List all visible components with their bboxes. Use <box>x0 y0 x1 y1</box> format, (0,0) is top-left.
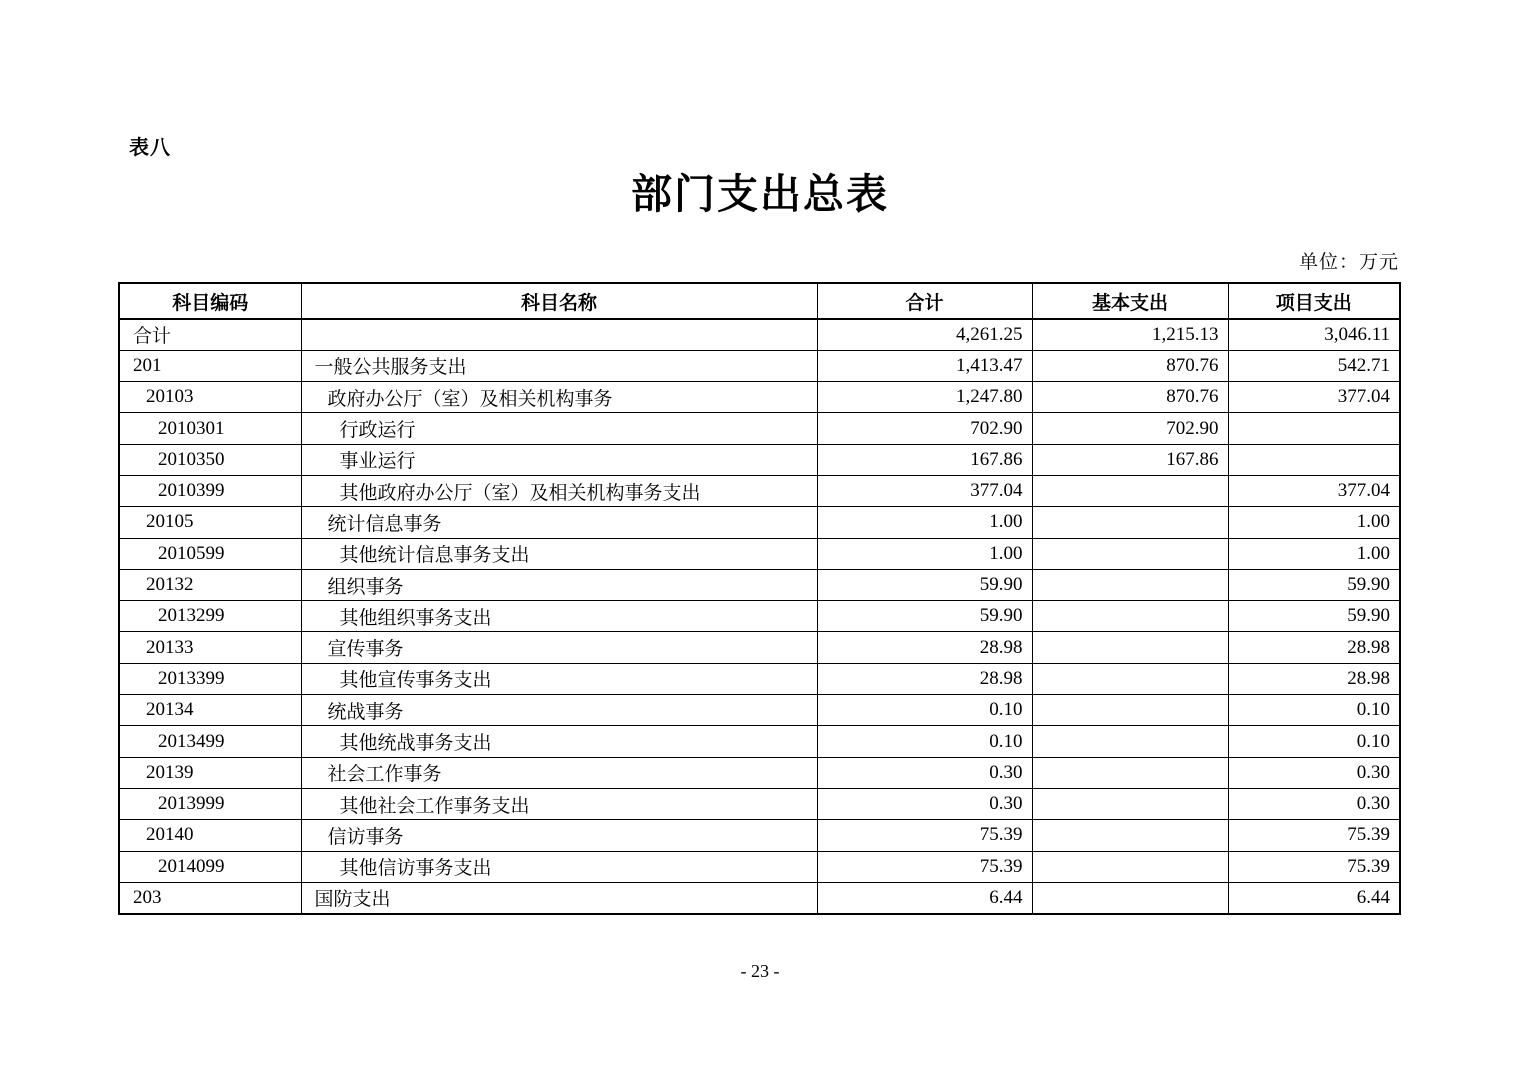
cell-subject-code: 203 <box>119 882 301 913</box>
column-header-total: 合计 <box>817 283 1032 319</box>
cell-subject-code: 2013999 <box>119 788 301 819</box>
cell-basic-expenditure <box>1032 882 1228 913</box>
cell-project-expenditure: 3,046.11 <box>1228 319 1400 350</box>
cell-basic-expenditure <box>1032 695 1228 726</box>
cell-total: 167.86 <box>817 444 1032 475</box>
column-header-name: 科目名称 <box>301 283 817 319</box>
table-row <box>119 507 1400 538</box>
cell-subject-code: 合计 <box>119 319 301 350</box>
cell-subject-name: 其他信访事务支出 <box>301 851 817 882</box>
cell-subject-code: 20133 <box>119 632 301 663</box>
cell-subject-code: 2010599 <box>119 538 301 569</box>
cell-total: 6.44 <box>817 882 1032 913</box>
cell-project-expenditure: 1.00 <box>1228 507 1400 538</box>
cell-basic-expenditure <box>1032 632 1228 663</box>
cell-subject-name: 其他政府办公厅（室）及相关机构事务支出 <box>301 475 817 506</box>
cell-subject-code: 20134 <box>119 695 301 726</box>
cell-basic-expenditure: 702.90 <box>1032 413 1228 444</box>
cell-basic-expenditure <box>1032 788 1228 819</box>
cell-subject-code: 20140 <box>119 820 301 851</box>
table-row <box>119 726 1400 757</box>
cell-project-expenditure: 542.71 <box>1228 350 1400 381</box>
table-header <box>119 283 1400 319</box>
cell-total: 1.00 <box>817 507 1032 538</box>
cell-basic-expenditure <box>1032 475 1228 506</box>
cell-subject-code: 2010350 <box>119 444 301 475</box>
cell-project-expenditure: 0.30 <box>1228 757 1400 788</box>
cell-project-expenditure: 0.30 <box>1228 788 1400 819</box>
cell-basic-expenditure <box>1032 601 1228 632</box>
cell-total: 0.10 <box>817 695 1032 726</box>
cell-project-expenditure: 6.44 <box>1228 882 1400 913</box>
cell-project-expenditure: 59.90 <box>1228 569 1400 600</box>
table-row <box>119 538 1400 569</box>
cell-subject-code: 20105 <box>119 507 301 538</box>
cell-project-expenditure: 75.39 <box>1228 851 1400 882</box>
cell-subject-name: 其他组织事务支出 <box>301 601 817 632</box>
cell-subject-name: 其他宣传事务支出 <box>301 663 817 694</box>
table-row <box>119 413 1400 444</box>
cell-subject-code: 20103 <box>119 382 301 413</box>
cell-basic-expenditure: 1,215.13 <box>1032 319 1228 350</box>
cell-subject-code: 2013399 <box>119 663 301 694</box>
table-row <box>119 757 1400 788</box>
cell-total: 75.39 <box>817 851 1032 882</box>
cell-subject-code: 2010301 <box>119 413 301 444</box>
cell-total: 28.98 <box>817 632 1032 663</box>
cell-subject-name: 其他统计信息事务支出 <box>301 538 817 569</box>
cell-subject-name: 事业运行 <box>301 444 817 475</box>
table-row <box>119 382 1400 413</box>
table-row <box>119 444 1400 475</box>
cell-subject-name: 国防支出 <box>301 882 817 913</box>
cell-basic-expenditure <box>1032 757 1228 788</box>
table-row <box>119 663 1400 694</box>
cell-basic-expenditure <box>1032 569 1228 600</box>
cell-basic-expenditure <box>1032 538 1228 569</box>
table-row <box>119 569 1400 600</box>
table-row <box>119 601 1400 632</box>
cell-project-expenditure: 0.10 <box>1228 726 1400 757</box>
table-row <box>119 475 1400 506</box>
cell-subject-name <box>301 319 817 350</box>
cell-total: 1,413.47 <box>817 350 1032 381</box>
page-title: 部门支出总表 <box>631 171 889 217</box>
cell-basic-expenditure <box>1032 851 1228 882</box>
cell-total: 0.30 <box>817 757 1032 788</box>
cell-subject-code: 20139 <box>119 757 301 788</box>
cell-subject-name: 组织事务 <box>301 569 817 600</box>
cell-basic-expenditure: 870.76 <box>1032 382 1228 413</box>
cell-subject-code: 2013499 <box>119 726 301 757</box>
cell-total: 59.90 <box>817 569 1032 600</box>
cell-subject-code: 2013299 <box>119 601 301 632</box>
cell-total: 4,261.25 <box>817 319 1032 350</box>
table-row <box>119 882 1400 913</box>
cell-total: 28.98 <box>817 663 1032 694</box>
cell-subject-name: 社会工作事务 <box>301 757 817 788</box>
cell-project-expenditure: 377.04 <box>1228 382 1400 413</box>
table-body <box>119 319 1400 914</box>
page-number: - 23 - <box>740 961 780 981</box>
table-row <box>119 319 1400 350</box>
cell-subject-name: 统计信息事务 <box>301 507 817 538</box>
cell-total: 0.30 <box>817 788 1032 819</box>
unit-note: 单位：万元 <box>1298 252 1399 273</box>
cell-project-expenditure: 75.39 <box>1228 820 1400 851</box>
cell-subject-name: 一般公共服务支出 <box>301 350 817 381</box>
cell-basic-expenditure <box>1032 663 1228 694</box>
table-row <box>119 851 1400 882</box>
cell-subject-code: 201 <box>119 350 301 381</box>
cell-subject-name: 其他社会工作事务支出 <box>301 788 817 819</box>
cell-total: 59.90 <box>817 601 1032 632</box>
expenditure-table <box>118 282 1401 915</box>
cell-project-expenditure: 59.90 <box>1228 601 1400 632</box>
table-row <box>119 820 1400 851</box>
cell-subject-code: 2010399 <box>119 475 301 506</box>
cell-subject-code: 2014099 <box>119 851 301 882</box>
cell-project-expenditure: 0.10 <box>1228 695 1400 726</box>
cell-subject-name: 宣传事务 <box>301 632 817 663</box>
table-row <box>119 632 1400 663</box>
column-header-basic: 基本支出 <box>1032 283 1228 319</box>
cell-total: 702.90 <box>817 413 1032 444</box>
table-row <box>119 350 1400 381</box>
cell-subject-name: 其他统战事务支出 <box>301 726 817 757</box>
cell-total: 1,247.80 <box>817 382 1032 413</box>
cell-project-expenditure: 377.04 <box>1228 475 1400 506</box>
cell-subject-name: 统战事务 <box>301 695 817 726</box>
cell-basic-expenditure: 870.76 <box>1032 350 1228 381</box>
cell-basic-expenditure <box>1032 726 1228 757</box>
cell-subject-name: 信访事务 <box>301 820 817 851</box>
cell-total: 0.10 <box>817 726 1032 757</box>
table-row <box>119 788 1400 819</box>
table-row <box>119 695 1400 726</box>
cell-subject-code: 20132 <box>119 569 301 600</box>
column-header-code: 科目编码 <box>119 283 301 319</box>
cell-basic-expenditure <box>1032 820 1228 851</box>
table-label: 表八 <box>129 137 171 159</box>
cell-total: 377.04 <box>817 475 1032 506</box>
cell-total: 1.00 <box>817 538 1032 569</box>
header-row <box>119 283 1400 319</box>
cell-basic-expenditure <box>1032 507 1228 538</box>
cell-project-expenditure <box>1228 413 1400 444</box>
cell-project-expenditure: 28.98 <box>1228 632 1400 663</box>
cell-subject-name: 行政运行 <box>301 413 817 444</box>
cell-subject-name: 政府办公厅（室）及相关机构事务 <box>301 382 817 413</box>
cell-total: 75.39 <box>817 820 1032 851</box>
column-header-project: 项目支出 <box>1228 283 1400 319</box>
cell-basic-expenditure: 167.86 <box>1032 444 1228 475</box>
cell-project-expenditure: 28.98 <box>1228 663 1400 694</box>
cell-project-expenditure <box>1228 444 1400 475</box>
cell-project-expenditure: 1.00 <box>1228 538 1400 569</box>
